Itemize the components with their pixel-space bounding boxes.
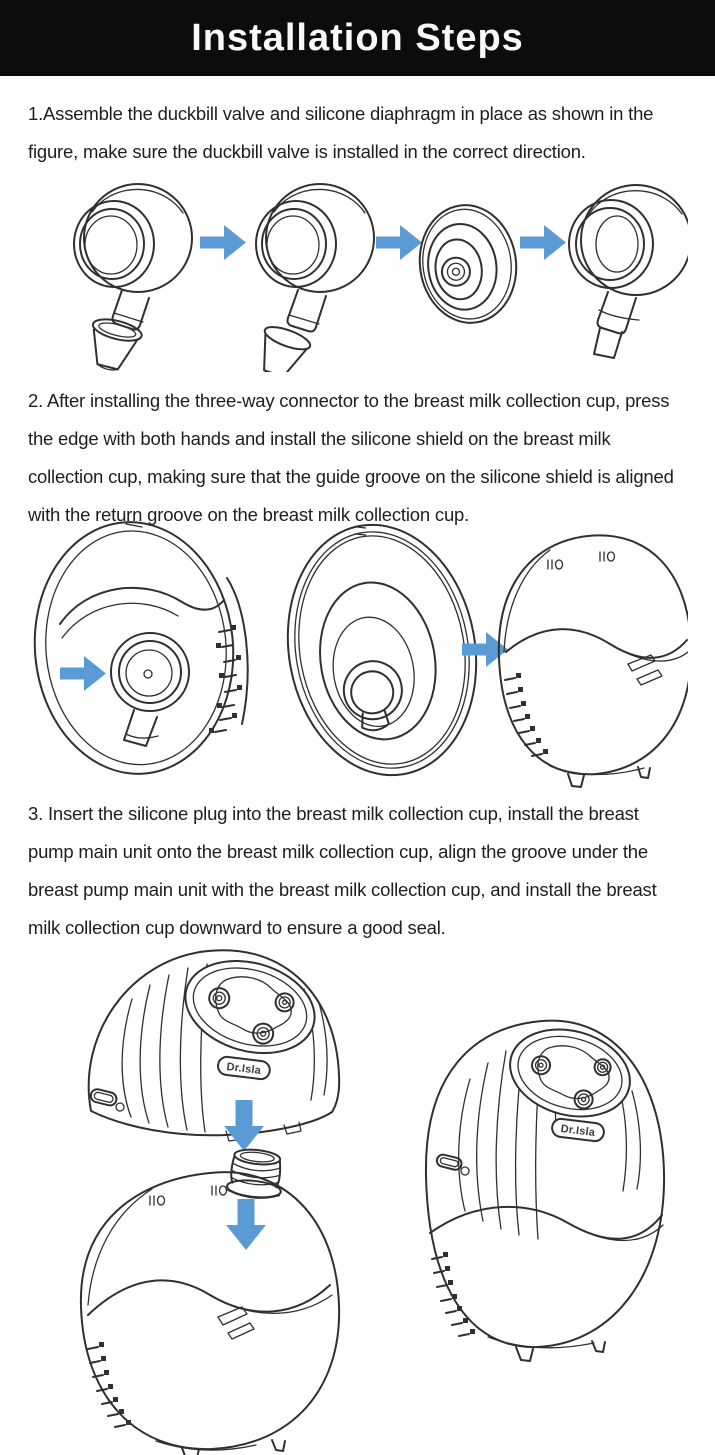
power-button [89, 1088, 124, 1111]
control-panel [174, 947, 325, 1068]
alignment-slot-marks [150, 1186, 227, 1205]
step-1-instruction: 1.Assemble the duckbill valve and silicone diaphragm in place as shown in the figure, make sure the duckbill valve is installed in the correct direction. [28, 103, 654, 162]
silicone-plug-drawing [226, 1147, 285, 1200]
three-way-connector-drawing [74, 184, 192, 372]
brand-badge [217, 1056, 271, 1080]
arrow-right-icon [200, 225, 246, 260]
assembled-connector-drawing [569, 185, 688, 358]
collection-cup-with-plug-drawing [81, 1147, 339, 1455]
measurement-scale-marks [88, 1342, 131, 1427]
silicone-shield-assembly-diagram [28, 518, 688, 788]
brand-badge [551, 1118, 605, 1142]
arrow-down-icon [226, 1199, 266, 1250]
step-2-instruction: 2. After installing the three-way connector to the breast milk collection cup, press the edge with both hands and install the silicone shield on the breast milk collection cup, making sure that the guide groove on the silicone shield is aligned with the return groove on the breast milk collection cup. [28, 390, 674, 525]
measurement-scale-marks [505, 673, 548, 756]
step-3-instruction: 3. Insert the silicone plug into the breast milk collection cup, install the breast pump main unit onto the breast milk collection cup, align the groove under the breast pump main unit with the breast milk collection cup, and install the breast milk collection cup downward to ensure a good seal. [28, 803, 657, 938]
control-panel [500, 1017, 640, 1130]
power-button [436, 1153, 469, 1175]
step-3-figure [28, 943, 688, 1455]
brand-label: Dr.Isla [225, 1060, 262, 1078]
arrow-right-icon [60, 656, 106, 691]
main-unit-assembly-diagram [28, 943, 688, 1455]
assembled-pump-drawing [426, 1017, 664, 1361]
arrow-right-icon [376, 225, 422, 260]
duckbill-valve-drawing [83, 315, 143, 372]
collection-cup-interior-drawing [28, 518, 248, 782]
step-1-figure [28, 172, 688, 372]
arrow-right-icon [520, 225, 566, 260]
silicone-shield-drawing [269, 518, 496, 788]
duckbill-valve-assembly-diagram [28, 172, 688, 372]
silicone-diaphragm-drawing [412, 199, 523, 329]
arrow-down-icon [224, 1100, 264, 1151]
collection-cup-drawing [499, 535, 688, 787]
step-2-figure [28, 518, 688, 788]
pump-main-unit-drawing [89, 947, 340, 1141]
brand-label: Dr.Isla [560, 1122, 596, 1140]
page-header [0, 0, 715, 76]
alignment-slot-marks [548, 552, 615, 569]
connector-with-duckbill-drawing [251, 184, 374, 372]
page-title: Installation Steps [191, 16, 524, 59]
guide-groove-vents [218, 1307, 254, 1339]
